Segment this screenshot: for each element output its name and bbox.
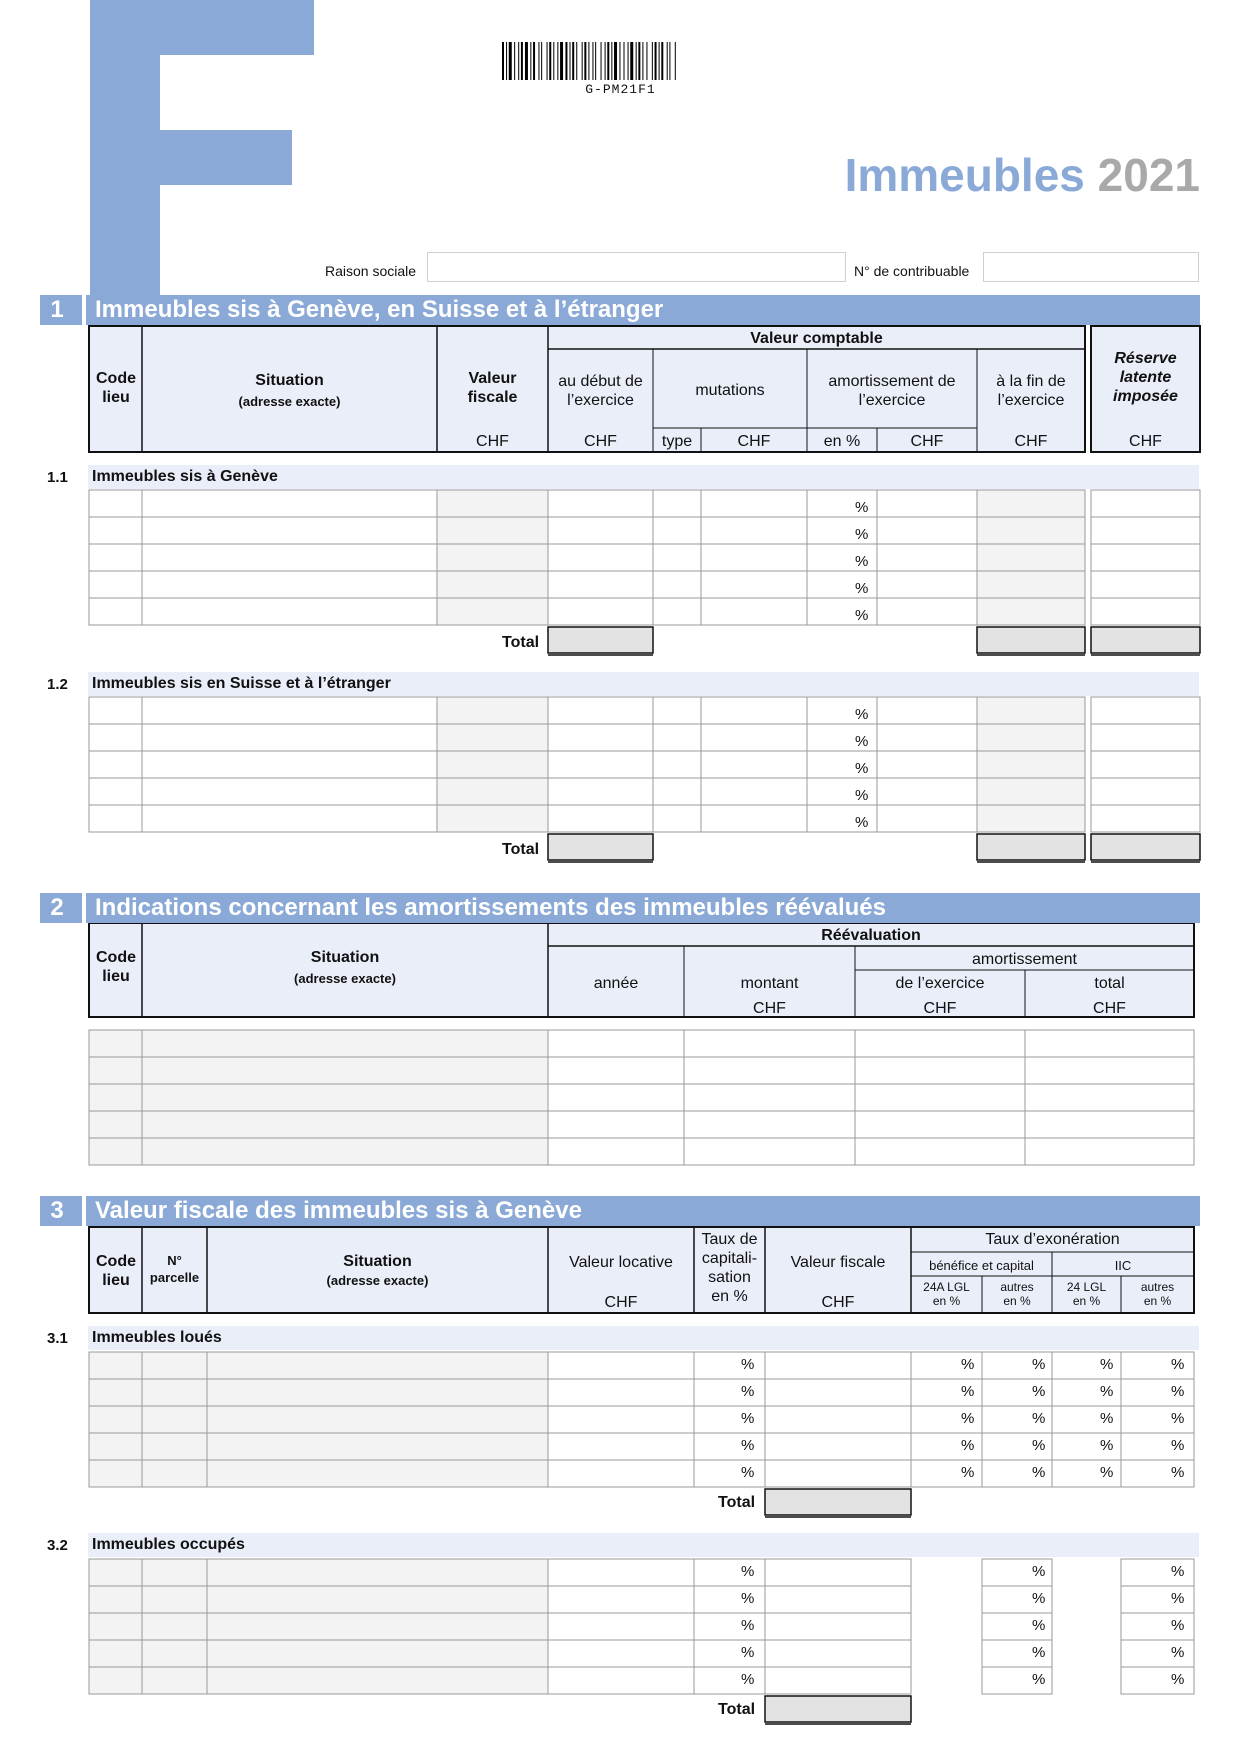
percent-sign: % bbox=[855, 526, 869, 543]
s3-autres-header: autres en % bbox=[1000, 1280, 1034, 1308]
input-field[interactable] bbox=[765, 1406, 911, 1433]
s2-total-header: total bbox=[1094, 975, 1125, 992]
input-field[interactable] bbox=[1091, 805, 1200, 832]
percent-sign: % bbox=[1032, 1590, 1046, 1607]
s3-benefice-header: bénéfice et capital bbox=[929, 1258, 1034, 1273]
input-field[interactable] bbox=[548, 778, 653, 805]
percent-sign: % bbox=[855, 706, 869, 723]
shaded-cell bbox=[977, 805, 1085, 832]
percent-sign: % bbox=[855, 760, 869, 777]
percent-sign: % bbox=[1032, 1617, 1046, 1634]
percent-sign: % bbox=[855, 733, 869, 750]
section-title: Indications concernant les amortissements des immeubles réévalués bbox=[95, 894, 886, 921]
s1-debut-header: au début de l’exercice bbox=[558, 373, 643, 409]
input-field[interactable] bbox=[701, 697, 807, 724]
section-3-header bbox=[40, 1196, 1200, 1226]
s3-24a-lgl-header: 24A LGL en % bbox=[923, 1280, 970, 1308]
shaded-cell bbox=[89, 1111, 548, 1138]
input-field[interactable] bbox=[1025, 1138, 1194, 1165]
input-field[interactable] bbox=[1091, 598, 1200, 625]
s2-de-exercice-header: de l’exercice bbox=[895, 975, 985, 992]
input-field[interactable] bbox=[89, 778, 142, 805]
input-field[interactable] bbox=[548, 1030, 684, 1057]
subsection-3-1-header bbox=[88, 1326, 1199, 1350]
s1-chf-label: CHF bbox=[584, 433, 617, 450]
percent-sign: % bbox=[1100, 1410, 1114, 1427]
input-field[interactable] bbox=[548, 1460, 694, 1487]
s3-iic-header: IIC bbox=[1114, 1258, 1132, 1273]
input-field[interactable] bbox=[1091, 517, 1200, 544]
input-field[interactable] bbox=[855, 1057, 1025, 1084]
input-field[interactable] bbox=[548, 724, 653, 751]
s3-situation-header: Situation bbox=[343, 1253, 412, 1270]
s1-code-header: Code lieu bbox=[96, 370, 136, 406]
percent-sign: % bbox=[1032, 1356, 1046, 1373]
input-field[interactable] bbox=[548, 1433, 694, 1460]
s1-reserve-header: Réserve latente imposée bbox=[1113, 350, 1178, 405]
shaded-cell bbox=[977, 517, 1085, 544]
shaded-cell bbox=[89, 1559, 548, 1586]
input-field[interactable] bbox=[694, 1460, 765, 1487]
input-field[interactable] bbox=[701, 598, 807, 625]
input-field[interactable] bbox=[877, 778, 977, 805]
input-field[interactable] bbox=[142, 598, 437, 625]
section-title: Valeur fiscale des immeubles sis à Genève bbox=[95, 1197, 582, 1224]
percent-sign: % bbox=[1100, 1383, 1114, 1400]
input-field[interactable] bbox=[877, 571, 977, 598]
percent-sign: % bbox=[1171, 1617, 1185, 1634]
shaded-cell bbox=[437, 805, 548, 832]
total-field[interactable] bbox=[977, 834, 1085, 860]
s3-chf-label: CHF bbox=[604, 1294, 638, 1311]
total-field[interactable] bbox=[765, 1489, 911, 1515]
input-field[interactable] bbox=[694, 1640, 765, 1667]
input-field[interactable] bbox=[855, 1138, 1025, 1165]
input-field[interactable] bbox=[694, 1559, 765, 1586]
input-field[interactable] bbox=[89, 805, 142, 832]
input-field[interactable] bbox=[142, 571, 437, 598]
input-field[interactable] bbox=[701, 778, 807, 805]
s3-code-header: Code lieu bbox=[96, 1253, 136, 1289]
percent-sign: % bbox=[741, 1464, 755, 1481]
input-field[interactable] bbox=[765, 1460, 911, 1487]
total-field[interactable] bbox=[1091, 834, 1200, 860]
input-field[interactable] bbox=[701, 544, 807, 571]
input-field[interactable] bbox=[548, 517, 653, 544]
input-field[interactable] bbox=[684, 1057, 855, 1084]
percent-sign: % bbox=[1171, 1383, 1185, 1400]
s1-valeur-comptable-header: Valeur comptable bbox=[750, 330, 883, 347]
shaded-cell bbox=[977, 697, 1085, 724]
s1-amortissement-header: amortissement de l’exercice bbox=[828, 373, 956, 409]
percent-sign: % bbox=[855, 607, 869, 624]
input-field[interactable] bbox=[89, 571, 142, 598]
total-field[interactable] bbox=[1091, 627, 1200, 653]
input-field[interactable] bbox=[701, 517, 807, 544]
input-field[interactable] bbox=[653, 571, 701, 598]
divider bbox=[82, 893, 86, 923]
s1-chf-label: CHF bbox=[1129, 433, 1162, 450]
shaded-cell bbox=[89, 1379, 548, 1406]
raison-sociale-label: Raison sociale bbox=[325, 263, 417, 279]
s3-taux-exoneration-header: Taux d’exonération bbox=[985, 1231, 1120, 1248]
input-field[interactable] bbox=[548, 751, 653, 778]
input-field[interactable] bbox=[548, 490, 653, 517]
percent-sign: % bbox=[855, 499, 869, 516]
input-field[interactable] bbox=[548, 1667, 694, 1694]
input-field[interactable] bbox=[548, 571, 653, 598]
total-label: Total bbox=[718, 1701, 756, 1718]
percent-sign: % bbox=[1171, 1644, 1185, 1661]
input-field[interactable] bbox=[548, 1559, 694, 1586]
input-field[interactable] bbox=[548, 1057, 684, 1084]
input-field[interactable] bbox=[1025, 1057, 1194, 1084]
percent-sign: % bbox=[855, 814, 869, 831]
input-field[interactable] bbox=[89, 517, 142, 544]
s1-chf-label: CHF bbox=[476, 433, 509, 450]
input-field[interactable] bbox=[548, 598, 653, 625]
input-field[interactable] bbox=[765, 1613, 911, 1640]
percent-sign: % bbox=[741, 1437, 755, 1454]
shaded-cell bbox=[977, 598, 1085, 625]
shaded-cell bbox=[437, 598, 548, 625]
percent-sign: % bbox=[741, 1617, 755, 1634]
input-field[interactable] bbox=[89, 598, 142, 625]
percent-sign: % bbox=[1100, 1356, 1114, 1373]
input-field[interactable] bbox=[548, 1613, 694, 1640]
percent-sign: % bbox=[1100, 1464, 1114, 1481]
percent-sign: % bbox=[741, 1644, 755, 1661]
input-field[interactable] bbox=[694, 1667, 765, 1694]
subsection-number: 1.2 bbox=[47, 676, 68, 693]
s2-annee-header: année bbox=[593, 975, 639, 992]
total-label: Total bbox=[502, 634, 540, 651]
input-field[interactable] bbox=[89, 724, 142, 751]
section-2-header bbox=[40, 893, 1200, 923]
subsection-title: Immeubles sis à Genève bbox=[92, 468, 278, 485]
s2-chf-label: CHF bbox=[923, 1000, 957, 1017]
s3-24-lgl-header: 24 LGL en % bbox=[1066, 1280, 1107, 1308]
input-field[interactable] bbox=[1025, 1111, 1194, 1138]
s1-situation-subheader: (adresse exacte) bbox=[238, 394, 341, 409]
input-field[interactable] bbox=[142, 517, 437, 544]
percent-sign: % bbox=[1032, 1644, 1046, 1661]
input-field[interactable] bbox=[684, 1138, 855, 1165]
s1-type-label: type bbox=[661, 433, 693, 450]
section-title: Immeubles sis à Genève, en Suisse et à l’étranger bbox=[95, 296, 664, 323]
shaded-cell bbox=[437, 724, 548, 751]
input-field[interactable] bbox=[701, 490, 807, 517]
shaded-cell bbox=[89, 1640, 548, 1667]
s1-chf-label: CHF bbox=[737, 433, 771, 450]
title-text: Immeubles bbox=[844, 149, 1085, 201]
contribuable-label: N° de contribuable bbox=[854, 263, 970, 279]
input-field[interactable] bbox=[548, 1352, 694, 1379]
input-field[interactable] bbox=[877, 724, 977, 751]
input-field[interactable] bbox=[653, 805, 701, 832]
input-field[interactable] bbox=[877, 751, 977, 778]
input-field[interactable] bbox=[694, 1433, 765, 1460]
shaded-cell bbox=[437, 517, 548, 544]
s1-en-pct-label: en % bbox=[823, 433, 861, 450]
percent-sign: % bbox=[741, 1563, 755, 1580]
input-field[interactable] bbox=[694, 1352, 765, 1379]
title-year: 2021 bbox=[1097, 149, 1200, 201]
percent-sign: % bbox=[961, 1464, 975, 1481]
input-field[interactable] bbox=[89, 751, 142, 778]
percent-sign: % bbox=[1032, 1563, 1046, 1580]
subsection-title: Immeubles occupés bbox=[92, 1536, 245, 1553]
percent-sign: % bbox=[741, 1671, 755, 1688]
total-field[interactable] bbox=[765, 1696, 911, 1722]
s3-situation-subheader: (adresse exacte) bbox=[326, 1273, 429, 1288]
percent-sign: % bbox=[961, 1356, 975, 1373]
input-field[interactable] bbox=[1091, 724, 1200, 751]
input-field[interactable] bbox=[765, 1352, 911, 1379]
percent-sign: % bbox=[741, 1383, 755, 1400]
input-field[interactable] bbox=[653, 490, 701, 517]
percent-sign: % bbox=[1100, 1437, 1114, 1454]
s1-chf-label: CHF bbox=[910, 433, 944, 450]
percent-sign: % bbox=[741, 1410, 755, 1427]
shaded-cell bbox=[89, 1613, 548, 1640]
shaded-cell bbox=[89, 1352, 548, 1379]
shaded-cell bbox=[437, 490, 548, 517]
s2-situation-header: Situation bbox=[310, 949, 380, 966]
percent-sign: % bbox=[1171, 1464, 1185, 1481]
input-field[interactable] bbox=[1025, 1030, 1194, 1057]
percent-sign: % bbox=[1171, 1437, 1185, 1454]
input-field[interactable] bbox=[765, 1586, 911, 1613]
input-field[interactable] bbox=[142, 778, 437, 805]
shaded-cell bbox=[437, 544, 548, 571]
shaded-cell bbox=[89, 1406, 548, 1433]
shaded-cell bbox=[89, 1138, 548, 1165]
input-field[interactable] bbox=[548, 1406, 694, 1433]
input-field[interactable] bbox=[1091, 778, 1200, 805]
input-field[interactable] bbox=[1025, 1084, 1194, 1111]
subsection-1-2-header bbox=[88, 672, 1199, 696]
input-field[interactable] bbox=[877, 517, 977, 544]
percent-sign: % bbox=[961, 1383, 975, 1400]
input-field[interactable] bbox=[653, 697, 701, 724]
percent-sign: % bbox=[1171, 1356, 1185, 1373]
input-field[interactable] bbox=[701, 751, 807, 778]
shaded-cell bbox=[977, 490, 1085, 517]
input-field[interactable] bbox=[694, 1613, 765, 1640]
section-number: 2 bbox=[50, 894, 64, 921]
input-field[interactable] bbox=[142, 724, 437, 751]
input-field[interactable] bbox=[548, 697, 653, 724]
s2-amortissement-header: amortissement bbox=[972, 951, 1077, 968]
divider bbox=[82, 1196, 86, 1226]
input-field[interactable] bbox=[855, 1111, 1025, 1138]
subsection-title: Immeubles sis en Suisse et à l’étranger bbox=[92, 675, 391, 692]
subsection-1-1-header bbox=[88, 465, 1199, 489]
percent-sign: % bbox=[1032, 1437, 1046, 1454]
shaded-cell bbox=[89, 1057, 548, 1084]
percent-sign: % bbox=[741, 1590, 755, 1607]
percent-sign: % bbox=[1171, 1563, 1185, 1580]
percent-sign: % bbox=[855, 580, 869, 597]
percent-sign: % bbox=[855, 553, 869, 570]
percent-sign: % bbox=[1032, 1671, 1046, 1688]
s2-code-header: Code lieu bbox=[96, 949, 136, 985]
subsection-3-2-header bbox=[88, 1533, 1199, 1557]
percent-sign: % bbox=[961, 1437, 975, 1454]
s3-chf-label: CHF bbox=[821, 1294, 855, 1311]
shaded-cell bbox=[977, 778, 1085, 805]
input-field[interactable] bbox=[765, 1640, 911, 1667]
percent-sign: % bbox=[1032, 1410, 1046, 1427]
input-field[interactable] bbox=[1091, 490, 1200, 517]
total-field[interactable] bbox=[548, 834, 653, 860]
subsection-number: 3.1 bbox=[47, 1330, 68, 1347]
input-field[interactable] bbox=[653, 778, 701, 805]
input-field[interactable] bbox=[142, 544, 437, 571]
percent-sign: % bbox=[1171, 1671, 1185, 1688]
input-field[interactable] bbox=[877, 598, 977, 625]
input-field[interactable] bbox=[548, 1111, 684, 1138]
input-field[interactable] bbox=[142, 805, 437, 832]
shaded-cell bbox=[977, 751, 1085, 778]
s2-reevaluation-header: Réévaluation bbox=[821, 927, 921, 944]
input-field[interactable] bbox=[653, 598, 701, 625]
shaded-cell bbox=[89, 1460, 548, 1487]
input-field[interactable] bbox=[855, 1030, 1025, 1057]
total-field[interactable] bbox=[977, 627, 1085, 653]
s3-taux-capitalisation-header: Taux de capitali- sation en % bbox=[701, 1231, 758, 1305]
s1-situation-header: Situation bbox=[255, 372, 324, 389]
input-field[interactable] bbox=[684, 1084, 855, 1111]
subsection-number: 3.2 bbox=[47, 1537, 68, 1554]
input-field[interactable] bbox=[684, 1030, 855, 1057]
shaded-cell bbox=[89, 1433, 548, 1460]
input-field[interactable] bbox=[877, 490, 977, 517]
subsection-number: 1.1 bbox=[47, 469, 68, 486]
input-field[interactable] bbox=[877, 805, 977, 832]
shaded-cell bbox=[977, 544, 1085, 571]
input-field[interactable] bbox=[89, 697, 142, 724]
shaded-cell bbox=[89, 1586, 548, 1613]
percent-sign: % bbox=[1032, 1464, 1046, 1481]
input-field[interactable] bbox=[548, 1084, 684, 1111]
s2-montant-header: montant bbox=[740, 975, 799, 992]
shaded-cell bbox=[437, 751, 548, 778]
shaded-cell bbox=[977, 724, 1085, 751]
input-field[interactable] bbox=[653, 517, 701, 544]
input-field[interactable] bbox=[142, 490, 437, 517]
shaded-cell bbox=[437, 571, 548, 598]
input-field[interactable] bbox=[701, 724, 807, 751]
percent-sign: % bbox=[1171, 1590, 1185, 1607]
input-field[interactable] bbox=[548, 1640, 694, 1667]
input-field[interactable] bbox=[701, 805, 807, 832]
input-field[interactable] bbox=[765, 1559, 911, 1586]
s1-fin-header: à la fin de l’exercice bbox=[996, 373, 1066, 409]
input-field[interactable] bbox=[765, 1433, 911, 1460]
shaded-cell bbox=[437, 697, 548, 724]
s2-situation-subheader: (adresse exacte) bbox=[294, 971, 396, 986]
input-field[interactable] bbox=[142, 697, 437, 724]
input-field[interactable] bbox=[694, 1586, 765, 1613]
shaded-cell bbox=[89, 1667, 548, 1694]
total-label: Total bbox=[718, 1494, 756, 1511]
input-field[interactable] bbox=[694, 1406, 765, 1433]
s1-mutations-header: mutations bbox=[695, 382, 765, 399]
s1-valeur-fiscale-header: Valeur fiscale bbox=[467, 370, 518, 406]
percent-sign: % bbox=[1171, 1410, 1185, 1427]
input-field[interactable] bbox=[684, 1111, 855, 1138]
input-field[interactable] bbox=[877, 544, 977, 571]
percent-sign: % bbox=[1032, 1383, 1046, 1400]
input-field[interactable] bbox=[89, 490, 142, 517]
s1-chf-label: CHF bbox=[1014, 433, 1048, 450]
total-label: Total bbox=[502, 841, 540, 858]
input-field[interactable] bbox=[877, 697, 977, 724]
section-number: 3 bbox=[50, 1197, 64, 1224]
shaded-cell bbox=[89, 1030, 548, 1057]
input-field[interactable] bbox=[548, 544, 653, 571]
input-field[interactable] bbox=[765, 1667, 911, 1694]
total-field[interactable] bbox=[548, 627, 653, 653]
section-number: 1 bbox=[50, 296, 64, 323]
s2-chf-label: CHF bbox=[753, 1000, 786, 1017]
s2-chf-label: CHF bbox=[1093, 1000, 1126, 1017]
percent-sign: % bbox=[961, 1410, 975, 1427]
s3-valeur-fiscale-header: Valeur fiscale bbox=[790, 1254, 886, 1271]
input-field[interactable] bbox=[142, 751, 437, 778]
input-field[interactable] bbox=[89, 544, 142, 571]
s3-parcelle-header: N° parcelle bbox=[149, 1253, 200, 1285]
input-field[interactable] bbox=[855, 1084, 1025, 1111]
input-field[interactable] bbox=[653, 544, 701, 571]
input-field[interactable] bbox=[1091, 571, 1200, 598]
input-field[interactable] bbox=[548, 1379, 694, 1406]
input-field[interactable] bbox=[694, 1379, 765, 1406]
input-field[interactable] bbox=[548, 1138, 684, 1165]
s3-valeur-locative-header: Valeur locative bbox=[569, 1254, 673, 1271]
s3-autres-iic-header: autres en % bbox=[1140, 1280, 1175, 1308]
shaded-cell bbox=[89, 1084, 548, 1111]
input-field[interactable] bbox=[1091, 697, 1200, 724]
input-field[interactable] bbox=[1091, 751, 1200, 778]
input-field[interactable] bbox=[653, 724, 701, 751]
input-field[interactable] bbox=[701, 571, 807, 598]
shaded-cell bbox=[437, 778, 548, 805]
input-field[interactable] bbox=[653, 751, 701, 778]
input-field[interactable] bbox=[765, 1379, 911, 1406]
percent-sign: % bbox=[855, 787, 869, 804]
input-field[interactable] bbox=[548, 805, 653, 832]
barcode-text: G-PM21F1 bbox=[585, 82, 656, 97]
subsection-title: Immeubles loués bbox=[92, 1329, 222, 1346]
shaded-cell bbox=[977, 571, 1085, 598]
input-field[interactable] bbox=[548, 1586, 694, 1613]
input-field[interactable] bbox=[1091, 544, 1200, 571]
percent-sign: % bbox=[741, 1356, 755, 1373]
